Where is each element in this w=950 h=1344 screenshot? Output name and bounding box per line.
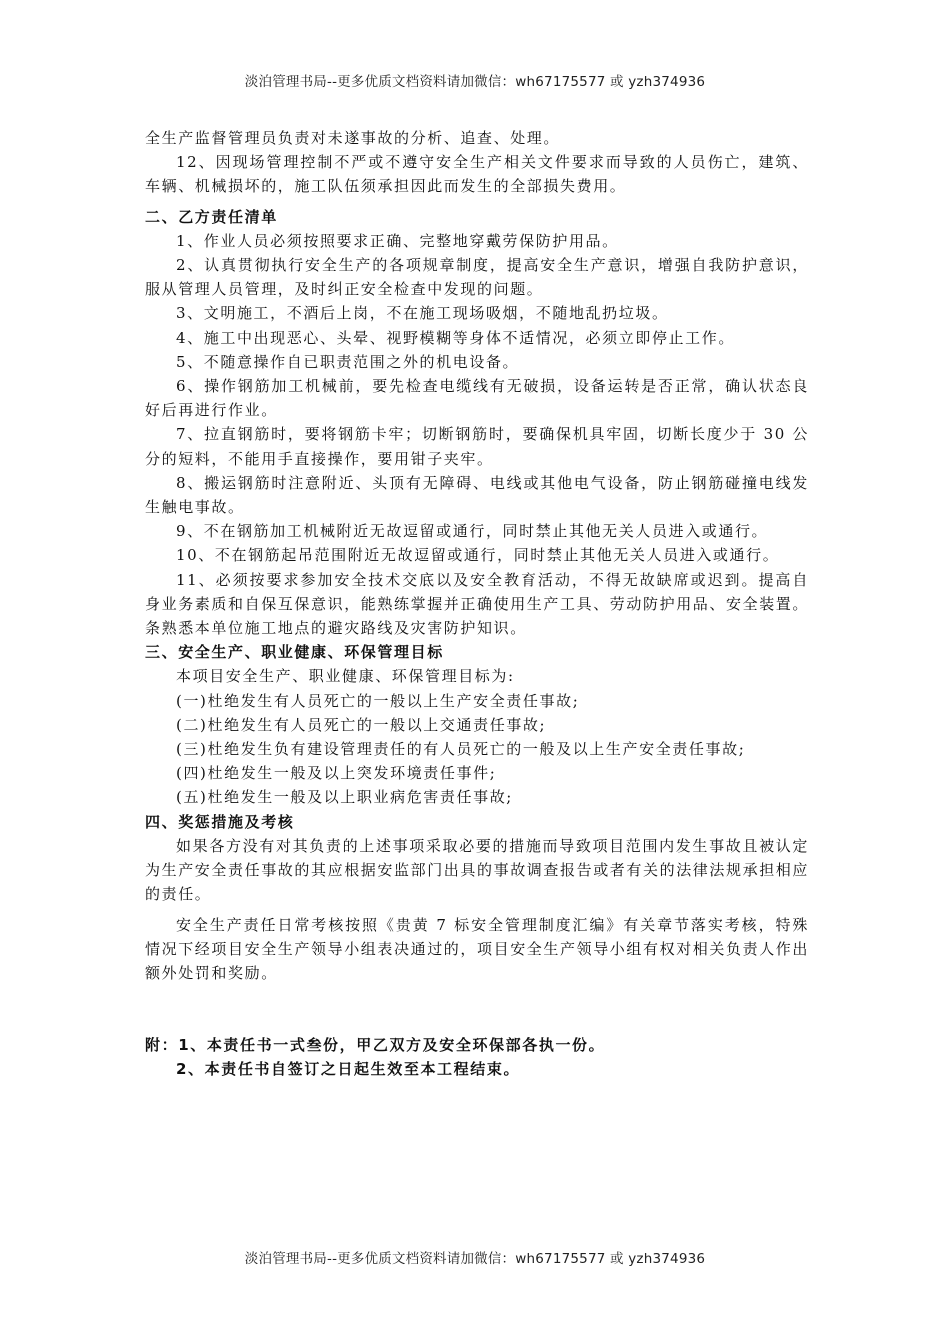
goal-item: (五)杜绝发生一般及以上职业病危害责任事故; bbox=[176, 788, 513, 807]
paragraph-goals-intro: 本项目安全生产、职业健康、环保管理目标为: bbox=[176, 667, 515, 686]
goal-item: (二)杜绝发生有人员死亡的一般以上交通责任事故; bbox=[176, 715, 547, 734]
section-heading-rewards: 四、奖惩措施及考核 bbox=[145, 812, 295, 831]
list-item: 10、不在钢筋起吊范围附近无故逗留或通行，同时禁止其他无关人员进入或通行。 bbox=[176, 546, 780, 565]
list-item: 9、不在钢筋加工机械附近无故逗留或通行，同时禁止其他无关人员进入或通行。 bbox=[176, 522, 769, 541]
paragraph-liability: 如果各方没有对其负责的上述事项采取必要的措施而导致项目范围内发生事故且被认定为生产安全责任事故的其应根据安监部门出具的事故调查报告或者有关的法律法规承担相应的责任。 bbox=[145, 836, 810, 904]
section-heading-goals: 三、安全生产、职业健康、环保管理目标 bbox=[145, 643, 444, 662]
goal-item: (一)杜绝发生有人员死亡的一般以上生产安全责任事故; bbox=[176, 691, 580, 710]
page-header: 淡泊管理书局--更多优质文档资料请加微信：wh67175577 或 yzh374936 bbox=[244, 74, 706, 90]
list-item: 2、认真贯彻执行安全生产的各项规章制度，提高安全生产意识，增强自我防护意识，服从管理人员管理，及时纠正安全检查中发现的问题。 bbox=[145, 256, 809, 299]
list-item: 4、施工中出现恶心、头晕、视野模糊等身体不适情况，必须立即停止工作。 bbox=[176, 328, 735, 347]
appendix-line-1: 附：1、本责任书一式叁份，甲乙双方及安全环保部各执一份。 bbox=[145, 1036, 606, 1055]
list-item: 3、文明施工，不酒后上岗，不在施工现场吸烟，不随地乱扔垃圾。 bbox=[176, 304, 669, 323]
paragraph-continuation: 全生产监督管理员负责对未遂事故的分析、追查、处理。 bbox=[145, 129, 561, 147]
section-heading-party-b: 二、乙方责任清单 bbox=[145, 207, 278, 226]
list-item: 12、因现场管理控制不严或不遵守安全生产相关文件要求而导致的人员伤亡，建筑、车辆、机械损坏的，施工队伍须承担因此而发生的全部损失费用。 bbox=[145, 153, 809, 196]
list-item: 8、搬运钢筋时注意附近、头顶有无障碍、电线或其他电气设备，防止钢筋碰撞电线发生触电事故。 bbox=[145, 473, 809, 517]
list-item: 5、不随意操作自已职责范围之外的机电设备。 bbox=[176, 352, 520, 371]
paragraph-assessment: 安全生产责任日常考核按照《贵黄 7 标安全管理制度汇编》有关章节落实考核，特殊情况下经项目安全生产领导小组表决通过的，项目安全生产领导小组有权对相关负责人作出额外处罚和奖励。 bbox=[145, 915, 810, 982]
document-body bbox=[145, 126, 809, 1082]
goal-item: (三)杜绝发生负有建设管理责任的有人员死亡的一般及以上生产安全责任事故; bbox=[176, 740, 746, 759]
appendix-line-2: 2、本责任书自签订之日起生效至本工程结束。 bbox=[176, 1060, 521, 1079]
goal-item: (四)杜绝发生一般及以上突发环境责任事件; bbox=[176, 764, 497, 783]
list-item: 11、必须按要求参加安全技术交底以及安全教育活动，不得无故缺席或迟到。提高自身业务素质和自保互保意识，能熟练掌握并正确使用生产工具、劳动防护用品、安全装置。条熟悉本单位施工地点的避灾路线及灾害防护知识。 bbox=[145, 570, 810, 638]
list-item: 6、操作钢筋加工机械前，要先检查电缆线有无破损，设备运转是否正常，确认状态良好后再进行作业。 bbox=[145, 377, 809, 420]
list-item: 1、作业人员必须按照要求正确、完整地穿戴劳保防护用品。 bbox=[176, 231, 619, 250]
page-footer: 淡泊管理书局--更多优质文档资料请加微信：wh67175577 或 yzh374936 bbox=[244, 1251, 706, 1267]
list-item: 7、拉直钢筋时，要将钢筋卡牢；切断钢筋时，要确保机具牢固，切断长度少于 30 公分的短料，不能用手直接操作，要用钳子夹牢。 bbox=[145, 425, 809, 468]
